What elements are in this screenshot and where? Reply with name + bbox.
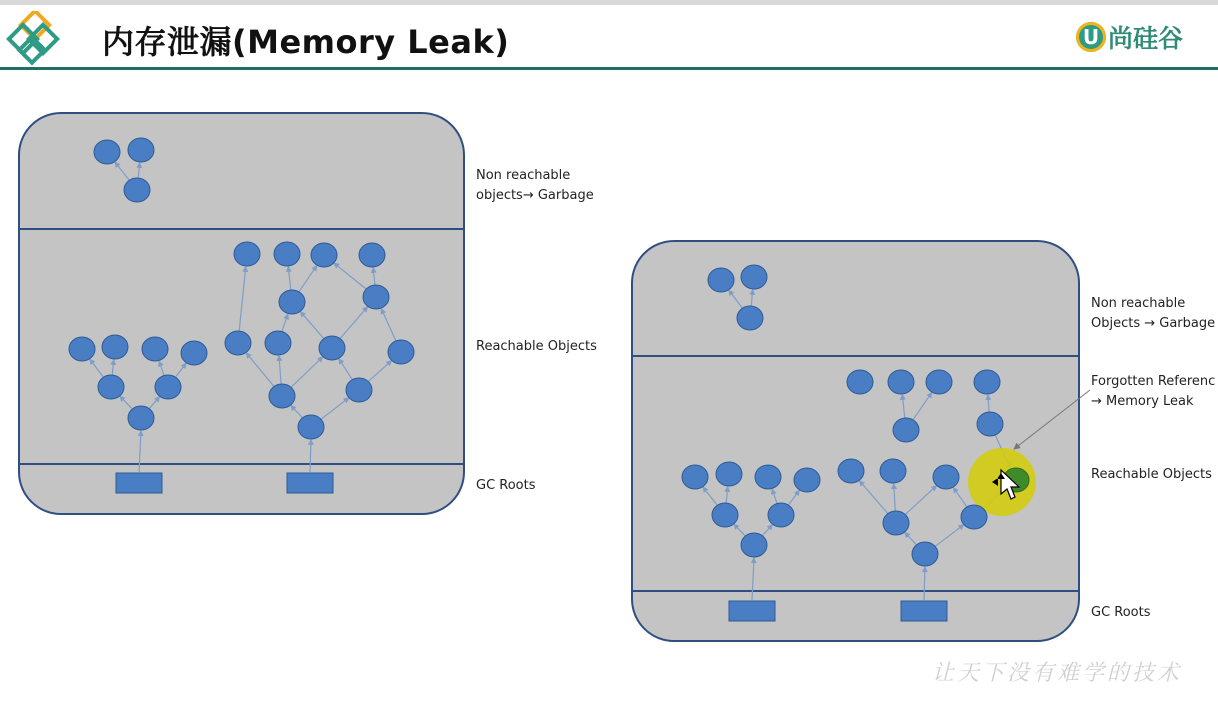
object-node — [128, 406, 154, 430]
object-node — [880, 459, 906, 483]
right-gc-root-2 — [901, 601, 947, 621]
object-node — [181, 341, 207, 365]
object-node — [225, 331, 251, 355]
object-node — [716, 462, 742, 486]
right-garbage-label: Objects → Garbage — [1091, 316, 1216, 331]
object-node — [974, 370, 1000, 394]
object-node — [712, 503, 738, 527]
object-node — [359, 243, 385, 267]
object-node — [311, 243, 337, 267]
memory-leak-label: → Memory Leak — [1091, 394, 1194, 409]
brand-name: 尚硅谷 — [1108, 24, 1184, 53]
object-node — [794, 468, 820, 492]
left-garbage-label: objects→ Garbage — [476, 188, 594, 203]
object-node — [883, 511, 909, 535]
object-node — [741, 533, 767, 557]
right-reachable-label: Reachable Objects — [1091, 467, 1212, 482]
left-gc-root-2 — [287, 473, 333, 493]
object-node — [888, 370, 914, 394]
object-node — [912, 542, 938, 566]
object-node — [768, 503, 794, 527]
brand-u-icon: U — [1076, 22, 1106, 52]
object-node — [234, 242, 260, 266]
slogan-watermark: 让天下没有难学的技术 — [932, 661, 1183, 686]
object-node — [933, 465, 959, 489]
object-node — [142, 337, 168, 361]
object-node — [274, 242, 300, 266]
object-node — [893, 418, 919, 442]
forgotten-reference-label: Forgotten Referenc — [1091, 374, 1216, 389]
right-gc-roots-label: GC Roots — [1091, 605, 1151, 620]
object-node — [319, 336, 345, 360]
object-node — [298, 415, 324, 439]
object-node — [741, 265, 767, 289]
object-node — [279, 290, 305, 314]
object-node — [363, 285, 389, 309]
object-node — [69, 337, 95, 361]
object-node — [155, 375, 181, 399]
object-node — [926, 370, 952, 394]
object-node — [346, 378, 372, 402]
object-node — [265, 331, 291, 355]
object-node — [124, 178, 150, 202]
object-node — [269, 384, 295, 408]
object-node — [128, 138, 154, 162]
object-node — [388, 340, 414, 364]
left-gc-root-1 — [116, 473, 162, 493]
object-node — [838, 459, 864, 483]
object-node — [977, 412, 1003, 436]
object-node — [94, 140, 120, 164]
object-node — [682, 465, 708, 489]
object-node — [755, 465, 781, 489]
right-heap-diagram — [632, 241, 1215, 641]
left-heap-diagram — [19, 113, 597, 514]
right-gc-root-1 — [729, 601, 775, 621]
object-node — [98, 375, 124, 399]
left-reachable-label: Reachable Objects — [476, 339, 597, 354]
object-node — [847, 370, 873, 394]
left-gc-roots-label: GC Roots — [476, 478, 536, 493]
object-node — [102, 335, 128, 359]
left-non-reachable-label: Non reachable — [476, 168, 571, 183]
page-title: 内存泄漏(Memory Leak) — [102, 23, 510, 61]
right-non-reachable-label: Non reachable — [1091, 296, 1186, 311]
object-node — [961, 505, 987, 529]
object-node — [737, 306, 763, 330]
right-heap-panel — [632, 241, 1079, 641]
object-node — [708, 268, 734, 292]
